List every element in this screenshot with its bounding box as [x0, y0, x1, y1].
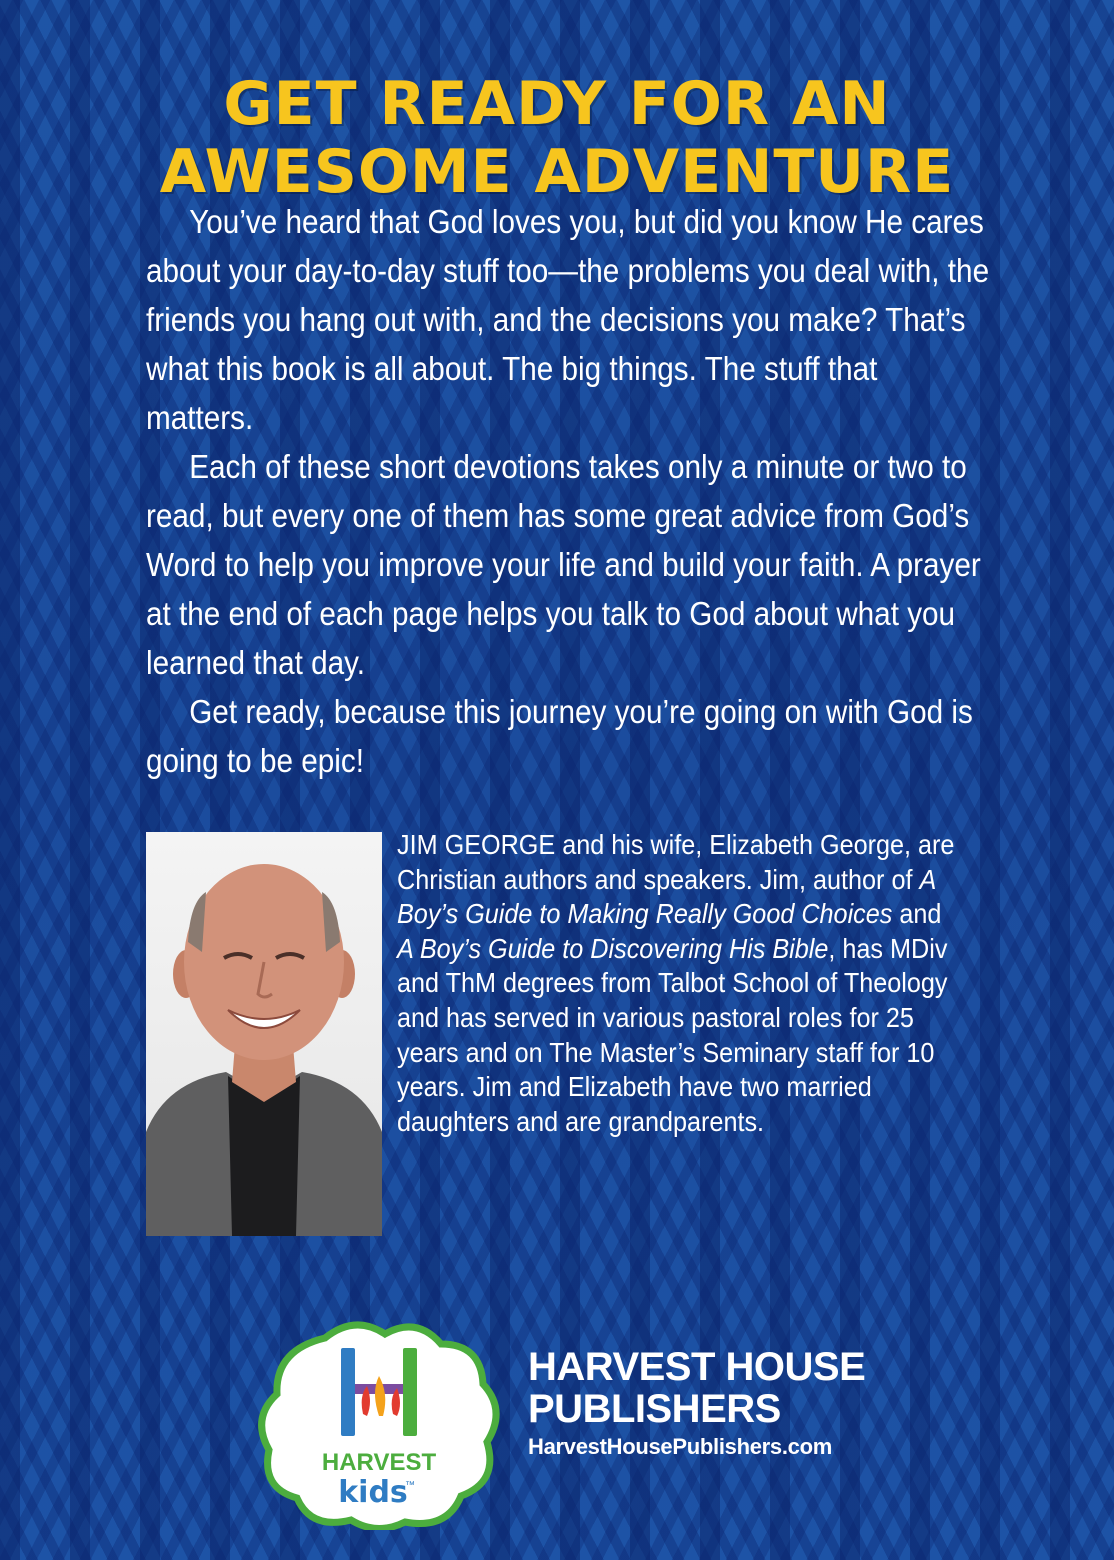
body-paragraph-3: Get ready, because this journey you’re going on with God is going to be epic!: [146, 693, 973, 779]
publisher-name-line-1: HARVEST HOUSE: [528, 1345, 866, 1389]
bio-part-3: , has MDiv and ThM degrees from Talbot School of Theology and has served in various pastoral roles for 25 years and on The Master’s Seminary staff for 10 years. Jim and Elizabeth have two married daughters and are grandparents.: [397, 932, 948, 1137]
book-title-1: A Boy’s Guide to Making Really Good Choices: [397, 863, 936, 930]
headline: [0, 70, 1114, 206]
harvest-kids-logo-graphic: [255, 1318, 505, 1530]
logo-text-harvest: HARVEST: [321, 1449, 437, 1476]
publisher-name-line-2: PUBLISHERS: [528, 1387, 781, 1431]
body-paragraph-1: You’ve heard that God loves you, but did you know He cares about your day-to-day stuff too—the problems you deal with, the friends you hang out with, and the decisions you make? That’s what this book is all about. The big things. The stuff that matters.: [146, 203, 990, 436]
book-title-2: A Boy’s Guide to Discovering His Bible: [397, 932, 829, 964]
bio-part-1: JIM GEORGE and his wife, Elizabeth George, are Christian authors and speakers. Jim, author of: [397, 829, 955, 895]
body-paragraph-2: Each of these short devotions takes only a minute or two to read, but every one of them has some great advice from God’s Word to help you improve your life and build your faith. A prayer at the end of each page helps you talk to God about what you learned that day.: [146, 448, 981, 681]
bio-part-2: and: [892, 898, 942, 930]
logo-trademark: ™: [405, 1480, 415, 1491]
headline-line-1: GET READY FOR AN: [223, 69, 891, 140]
author-bio: [397, 828, 955, 1139]
body-copy: [146, 197, 992, 785]
publisher-block: [528, 1346, 865, 1462]
headline-line-2: AWESOME ADVENTURE: [159, 137, 955, 208]
author-portrait-image: [146, 832, 382, 1236]
publisher-url[interactable]: HarvestHousePublishers.com: [528, 1434, 832, 1459]
logo-text-kids: kids: [338, 1475, 408, 1510]
author-photo: [146, 832, 382, 1236]
harvest-kids-logo: [255, 1318, 505, 1530]
